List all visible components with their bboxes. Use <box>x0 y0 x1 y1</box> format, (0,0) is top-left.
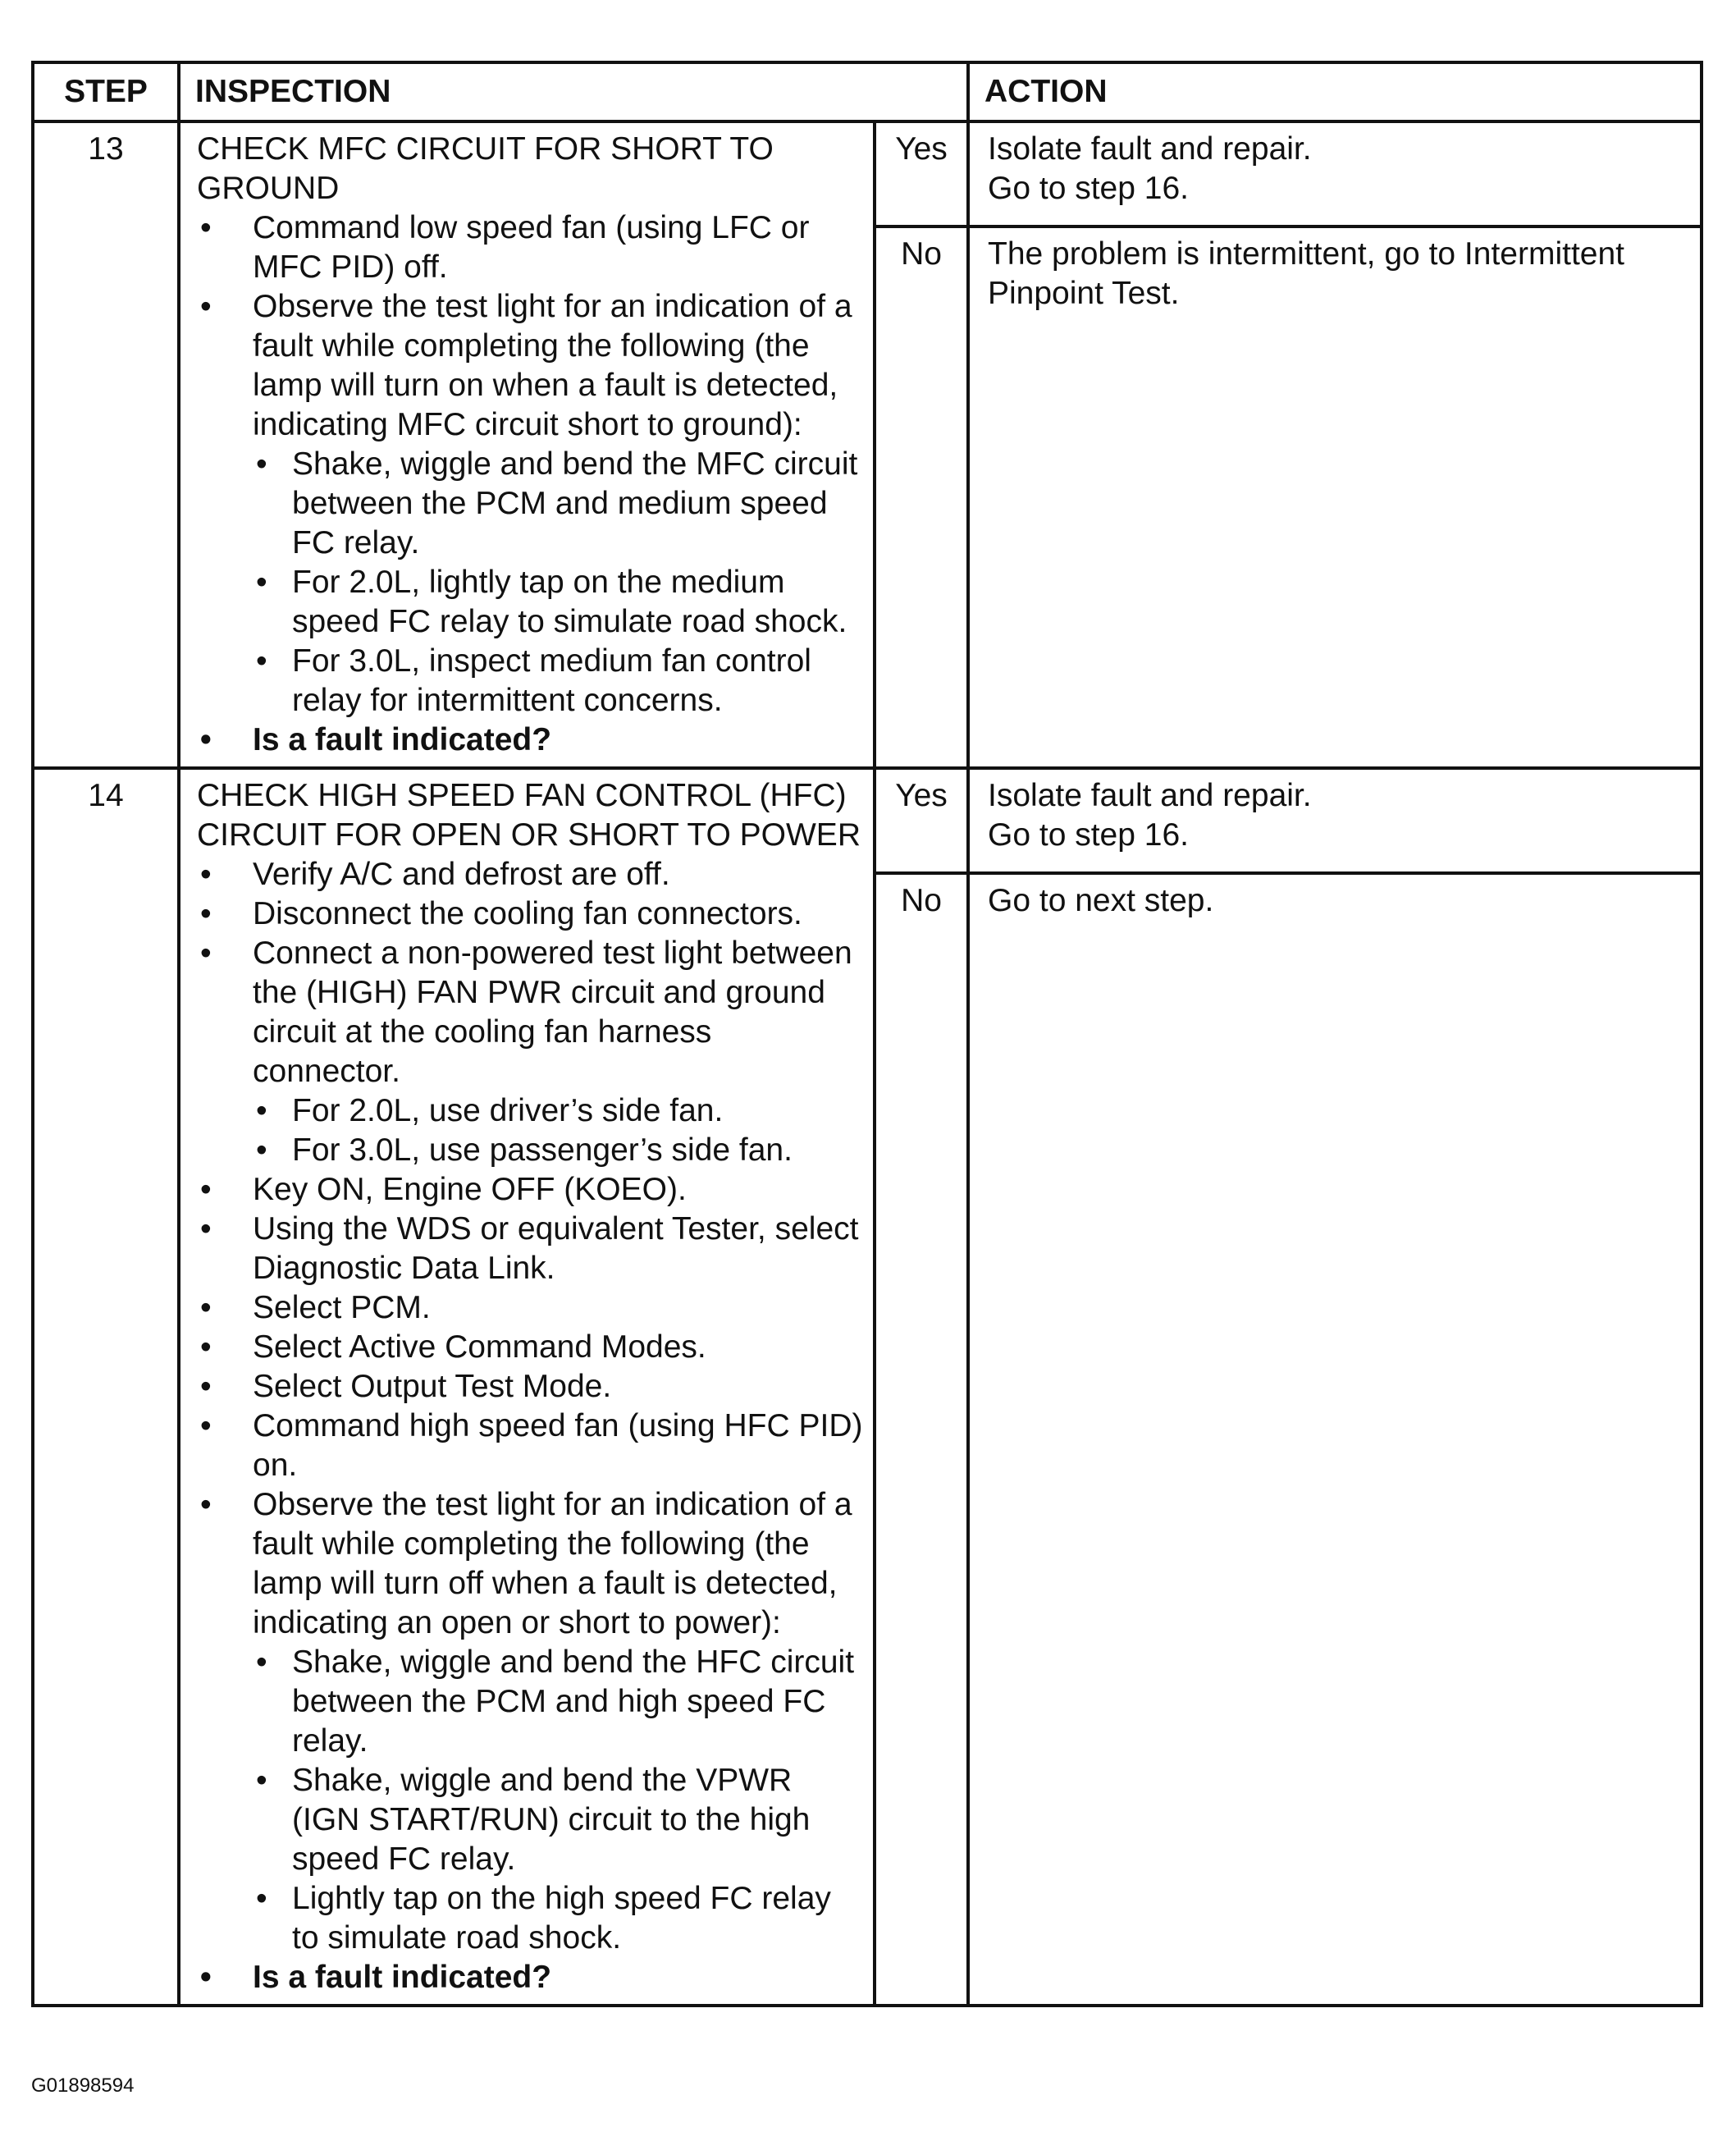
list-item-text: Observe the test light for an indication of a fault while completing the following (the lamp will turn off when a fault is detected, indicating an open or short to power): <box>253 1487 852 1640</box>
inspection-title: CHECK HIGH SPEED FAN CONTROL (HFC) CIRCUIT FOR OPEN OR SHORT TO POWER <box>197 778 861 853</box>
pinpoint-test-table <box>31 61 1703 2007</box>
yes-action-line: Isolate fault and repair. <box>988 778 1312 813</box>
yes-action <box>968 768 1702 873</box>
sub-list-item: • Shake, wiggle and bend the HFC circuit between the PCM and high speed FC relay. <box>253 1643 863 1761</box>
list-item: • Disconnect the cooling fan connectors. <box>197 894 863 934</box>
list-item-text: Observe the test light for an indication of a fault while completing the following (the lamp will turn on when a fault is detected, indicating MFC circuit short to ground): <box>253 289 852 442</box>
list-item: • Key ON, Engine OFF (KOEO). <box>197 1170 863 1210</box>
fault-question: • Is a fault indicated? <box>197 720 863 760</box>
no-action: The problem is intermittent, go to Intermittent Pinpoint Test. <box>968 226 1702 768</box>
sub-list <box>253 445 863 720</box>
yes-label: Yes <box>875 121 968 226</box>
header-row <box>33 62 1702 121</box>
yes-action-line: Isolate fault and repair. <box>988 131 1312 167</box>
sub-list-item: • For 2.0L, lightly tap on the medium speed FC relay to simulate road shock. <box>253 563 863 642</box>
no-label: No <box>875 873 968 2006</box>
step-number: 14 <box>33 768 179 2006</box>
list-item: • Select Active Command Modes. <box>197 1328 863 1367</box>
list-item: • Verify A/C and defrost are off. <box>197 855 863 894</box>
list-item: • Using the WDS or equivalent Tester, select Diagnostic Data Link. <box>197 1210 863 1288</box>
inspection-list <box>197 208 863 760</box>
inspection-cell <box>179 768 875 2006</box>
sub-list <box>253 1091 863 1170</box>
diagnostic-table-sheet <box>31 61 1700 2007</box>
inspection-title: CHECK MFC CIRCUIT FOR SHORT TO GROUND <box>197 131 774 206</box>
yes-action-line: Go to step 16. <box>988 817 1189 853</box>
header-action-label: ACTION <box>984 74 1108 109</box>
sub-list-item: • For 3.0L, use passenger’s side fan. <box>253 1131 863 1170</box>
list-item <box>197 287 863 720</box>
sub-list-item: • For 2.0L, use driver’s side fan. <box>253 1091 863 1131</box>
header-step: STEP <box>33 62 179 121</box>
list-item-text: Connect a non-powered test light between the (HIGH) FAN PWR circuit and ground circuit at the cooling fan harness connector. <box>253 935 852 1089</box>
sub-list-item: • Shake, wiggle and bend the VPWR (IGN START/RUN) circuit to the high speed FC relay. <box>253 1761 863 1879</box>
header-inspection-label: INSPECTION <box>195 74 391 109</box>
step-number: 13 <box>33 121 179 768</box>
list-item: • Command low speed fan (using LFC or MFC PID) off. <box>197 208 863 287</box>
yes-label: Yes <box>875 768 968 873</box>
sub-list <box>253 1643 863 1958</box>
list-item: • Select PCM. <box>197 1288 863 1328</box>
header-inspection <box>179 62 968 121</box>
inspection-list <box>197 855 863 1997</box>
list-item: • Command high speed fan (using HFC PID) on. <box>197 1407 863 1485</box>
step-row-13-yes <box>33 121 1702 226</box>
header-action <box>968 62 1702 121</box>
list-item: • Select Output Test Mode. <box>197 1367 863 1407</box>
list-item <box>197 934 863 1170</box>
sub-list-item: • Lightly tap on the high speed FC relay to simulate road shock. <box>253 1879 863 1958</box>
no-label: No <box>875 226 968 768</box>
sub-list-item: • Shake, wiggle and bend the MFC circuit between the PCM and medium speed FC relay. <box>253 445 863 563</box>
no-action: Go to next step. <box>968 873 1702 2006</box>
yes-action <box>968 121 1702 226</box>
image-id-caption: G01898594 <box>31 2075 135 2097</box>
inspection-cell <box>179 121 875 768</box>
fault-question: • Is a fault indicated? <box>197 1958 863 1997</box>
sub-list-item: • For 3.0L, inspect medium fan control relay for intermittent concerns. <box>253 642 863 720</box>
list-item <box>197 1485 863 1958</box>
yes-action-line: Go to step 16. <box>988 171 1189 206</box>
step-row-14-yes <box>33 768 1702 873</box>
